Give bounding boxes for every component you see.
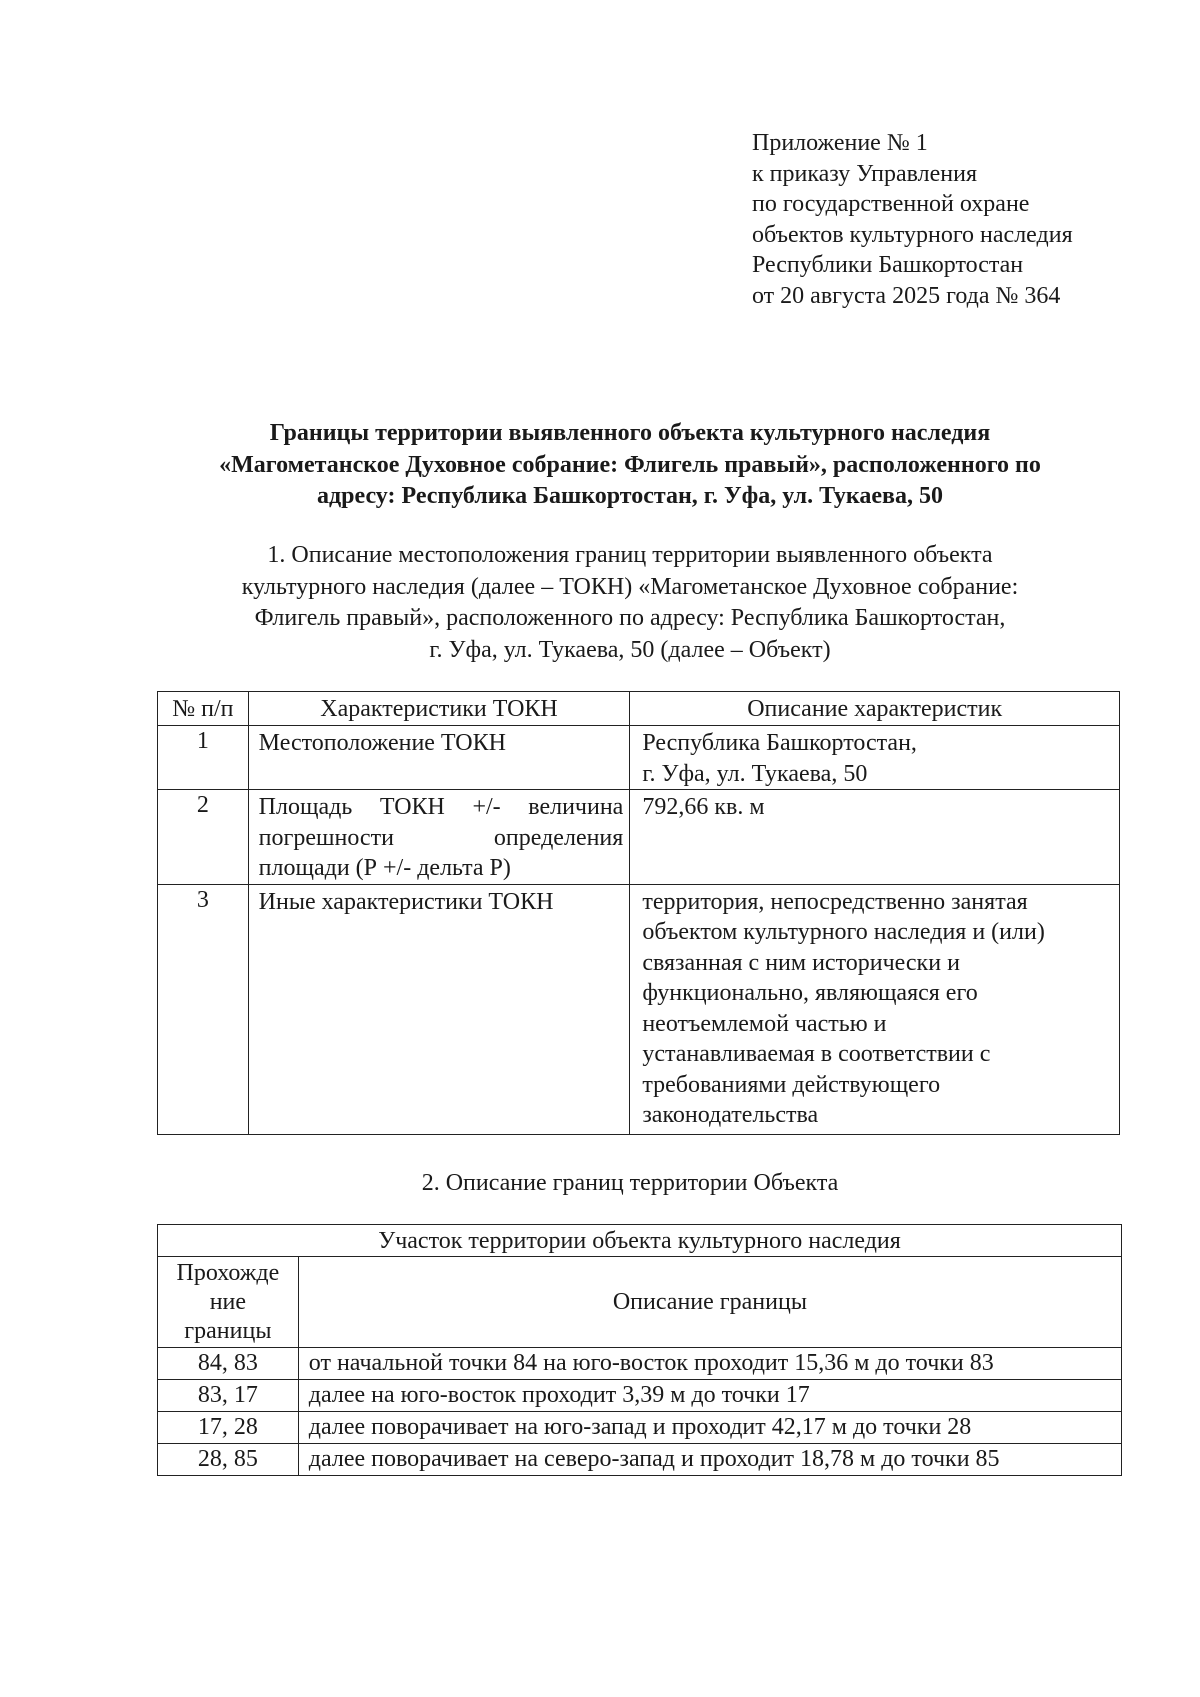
row-number: 1: [158, 726, 249, 790]
row-points: 28, 85: [158, 1444, 299, 1476]
description-line: законодательства: [642, 1102, 819, 1128]
appendix-line: от 20 августа 2025 года № 364: [752, 282, 1061, 309]
table-row: [158, 790, 1120, 885]
title-line: Границы территории выявленного объекта культурного наследия: [269, 420, 991, 446]
header-passage-line: ние: [209, 1288, 247, 1315]
section-1-line: 1. Описание местоположения границ территории выявленного объекта: [267, 542, 993, 568]
table-row: [158, 884, 1120, 1134]
row-number: 3: [158, 884, 249, 1134]
characteristic-line: Иные характеристики ТОКН: [258, 888, 554, 915]
row-boundary-text: далее поворачивает на юго-запад и проходит 42,17 м до точки 28: [298, 1412, 1121, 1444]
appendix-line: Республики Башкортостан: [752, 252, 1024, 279]
header-passage: [158, 1257, 299, 1348]
row-description: [630, 884, 1120, 1134]
title-line: адресу: Республика Башкортостан, г. Уфа, ул. Тукаева, 50: [317, 483, 943, 509]
characteristics-table: [157, 691, 1120, 1135]
table-span-header-row: [158, 1225, 1122, 1257]
table-row: [158, 1380, 1122, 1412]
characteristic-line: погрешности определения: [258, 824, 624, 851]
description-line: 792,66 кв. м: [642, 794, 765, 820]
appendix-block: [752, 128, 1073, 312]
section-2-heading: 2. Описание границ территории Объекта: [421, 1170, 839, 1196]
row-description: [630, 790, 1120, 885]
description-line: территория, непосредственно занятая: [642, 888, 1028, 915]
row-number: 2: [158, 790, 249, 885]
row-characteristic: [248, 726, 630, 790]
table-row: [158, 1444, 1122, 1476]
description-line: устанавливаемая в соответствии с: [642, 1041, 991, 1067]
row-boundary-text: далее поворачивает на северо-запад и проходит 18,78 м до точки 85: [298, 1444, 1121, 1476]
description-line: г. Уфа, ул. Тукаева, 50: [642, 760, 868, 787]
table-row: [158, 1348, 1122, 1380]
appendix-line: объектов культурного наследия: [752, 221, 1073, 248]
appendix-line: Приложение № 1: [752, 130, 928, 156]
row-characteristic: [248, 790, 630, 885]
row-boundary-text: далее на юго-восток проходит 3,39 м до точки 17: [298, 1380, 1121, 1412]
section-1-line: г. Уфа, ул. Тукаева, 50 (далее – Объект): [429, 636, 831, 663]
description-line: объектом культурного наследия и (или): [642, 919, 1045, 945]
row-points: 83, 17: [158, 1380, 299, 1412]
document-title: [150, 418, 1110, 513]
appendix-line: к приказу Управления: [752, 160, 978, 187]
section-1-heading: [150, 540, 1110, 666]
characteristic-line: Местоположение ТОКН: [258, 730, 506, 756]
row-description: [630, 726, 1120, 790]
section-1-line: Флигель правый», расположенного по адресу: Республика Башкортостан,: [254, 605, 1006, 631]
appendix-line: по государственной охране: [752, 191, 1030, 218]
header-passage-line: Прохожде: [176, 1259, 280, 1286]
table-header-row: [158, 692, 1120, 726]
boundaries-table: [157, 1224, 1122, 1476]
table-row: [158, 726, 1120, 790]
header-passage-line: границы: [184, 1317, 272, 1344]
row-boundary-text: от начальной точки 84 на юго-восток проходит 15,36 м до точки 83: [298, 1348, 1121, 1380]
table-row: [158, 1412, 1122, 1444]
header-boundary-description: Описание границы: [298, 1257, 1121, 1348]
characteristic-line: Площадь ТОКН +/- величина: [258, 794, 624, 820]
description-line: связанная с ним исторически и: [642, 949, 960, 976]
row-points: 17, 28: [158, 1412, 299, 1444]
description-line: требованиями действующего: [642, 1071, 941, 1098]
characteristic-line: площади (Р +/- дельта Р): [258, 855, 511, 881]
row-points: 84, 83: [158, 1348, 299, 1380]
title-line: «Магометанское Духовное собрание: Флигель правый», расположенного по: [219, 451, 1041, 478]
description-line: неотъемлемой частью и: [642, 1010, 887, 1037]
header-description: Описание характеристик: [630, 692, 1120, 726]
span-header: Участок территории объекта культурного наследия: [158, 1225, 1122, 1257]
header-characteristics: Характеристики ТОКН: [248, 692, 630, 726]
row-characteristic: [248, 884, 630, 1134]
table-header-row: [158, 1257, 1122, 1348]
section-1-line: культурного наследия (далее – ТОКН) «Магометанское Духовное собрание:: [241, 573, 1019, 600]
description-line: функционально, являющаяся его: [642, 980, 978, 1006]
description-line: Республика Башкортостан,: [642, 730, 917, 756]
header-number: № п/п: [158, 692, 249, 726]
